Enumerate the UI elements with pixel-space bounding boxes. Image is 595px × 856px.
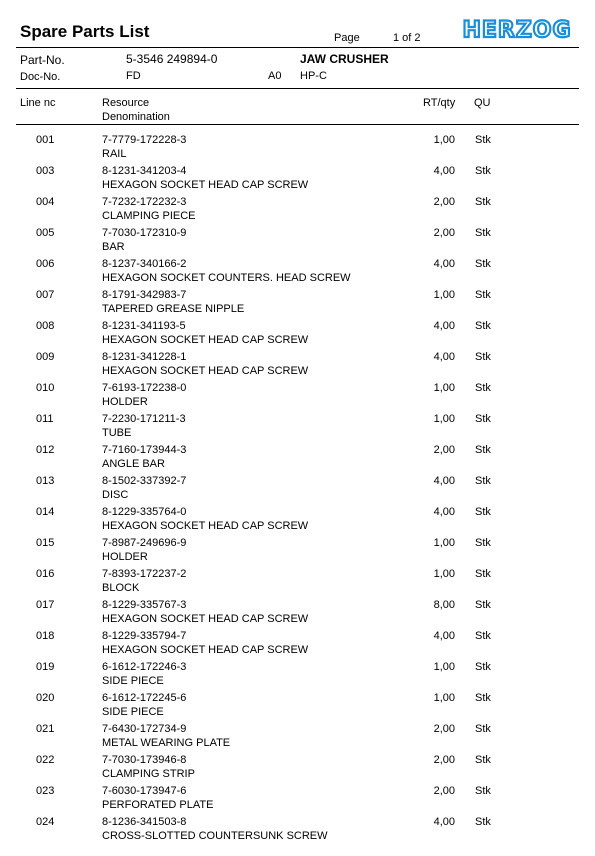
- table-row: [0, 351, 595, 382]
- quantity: 2,00: [433, 785, 455, 797]
- line-number: 010: [36, 382, 55, 394]
- quantity: 2,00: [433, 227, 455, 239]
- table-row: [0, 289, 595, 320]
- resource-number: 8-1502-337392-7: [102, 475, 187, 487]
- quantity-unit: Stk: [475, 630, 491, 642]
- table-row: [0, 227, 595, 258]
- table-row: [0, 630, 595, 661]
- resource-number: 7-7779-172228-3: [102, 134, 187, 146]
- col-header-qty: RT/qty: [423, 97, 456, 109]
- denomination: ANGLE BAR: [102, 458, 165, 470]
- doc-variant: HP-C: [300, 70, 327, 82]
- line-number: 014: [36, 506, 55, 518]
- denomination: HOLDER: [102, 396, 148, 408]
- col-header-resource: Resource: [102, 97, 150, 109]
- quantity: 2,00: [433, 444, 455, 456]
- denomination: TAPERED GREASE NIPPLE: [102, 303, 245, 315]
- line-number: 023: [36, 785, 55, 797]
- line-number: 008: [36, 320, 55, 332]
- quantity: 1,00: [433, 661, 455, 673]
- quantity-unit: Stk: [475, 165, 491, 177]
- quantity-unit: Stk: [475, 537, 491, 549]
- quantity-unit: Stk: [475, 506, 491, 518]
- resource-number: 7-7030-173946-8: [102, 754, 187, 766]
- table-row: [0, 506, 595, 537]
- doc-size: A0: [268, 70, 282, 82]
- resource-number: 7-2230-171211-3: [102, 413, 186, 425]
- col-header-line: Line nc: [20, 97, 56, 109]
- header-bottom-rule: [16, 88, 579, 89]
- quantity: 2,00: [433, 196, 455, 208]
- table-row: [0, 723, 595, 754]
- denomination: CLAMPING PIECE: [102, 210, 196, 222]
- resource-number: 7-7160-173944-3: [102, 444, 187, 456]
- col-header-unit: QU: [474, 97, 491, 109]
- denomination: BAR: [102, 241, 125, 253]
- document-title: Spare Parts List: [20, 22, 150, 41]
- line-number: 016: [36, 568, 55, 580]
- quantity: 1,00: [433, 537, 455, 549]
- quantity: 4,00: [433, 165, 455, 177]
- denomination: DISC: [102, 489, 129, 501]
- table-row: [0, 382, 595, 413]
- denomination: HEXAGON SOCKET HEAD CAP SCREW: [102, 644, 309, 656]
- quantity: 8,00: [433, 599, 455, 611]
- quantity-unit: Stk: [475, 413, 491, 425]
- doc-no-value: FD: [126, 70, 141, 82]
- resource-number: 8-1231-341193-5: [102, 320, 186, 332]
- quantity-unit: Stk: [475, 289, 491, 301]
- quantity-unit: Stk: [475, 475, 491, 487]
- denomination: SIDE PIECE: [102, 675, 164, 687]
- part-name: JAW CRUSHER: [300, 52, 389, 66]
- denomination: HEXAGON SOCKET HEAD CAP SCREW: [102, 365, 309, 377]
- line-number: 011: [36, 413, 54, 425]
- quantity-unit: Stk: [475, 320, 491, 332]
- quantity-unit: Stk: [475, 754, 491, 766]
- denomination: TUBE: [102, 427, 132, 439]
- column-header-rule: [16, 124, 579, 125]
- table-row: [0, 165, 595, 196]
- quantity: 1,00: [433, 413, 455, 425]
- denomination: HEXAGON SOCKET HEAD CAP SCREW: [102, 613, 309, 625]
- quantity: 4,00: [433, 816, 455, 828]
- denomination: METAL WEARING PLATE: [102, 737, 231, 749]
- line-number: 021: [36, 723, 55, 735]
- line-number: 017: [36, 599, 55, 611]
- resource-number: 8-1229-335767-3: [102, 599, 187, 611]
- resource-number: 6-1612-172246-3: [102, 661, 187, 673]
- resource-number: 8-1237-340166-2: [102, 258, 187, 270]
- table-row: [0, 568, 595, 599]
- resource-number: 8-1791-342983-7: [102, 289, 187, 301]
- denomination: HEXAGON SOCKET HEAD CAP SCREW: [102, 520, 309, 532]
- quantity-unit: Stk: [475, 568, 491, 580]
- resource-number: 8-1231-341228-1: [102, 351, 187, 363]
- quantity: 1,00: [433, 568, 455, 580]
- table-row: [0, 816, 595, 847]
- denomination: SIDE PIECE: [102, 706, 164, 718]
- quantity: 1,00: [433, 134, 455, 146]
- line-number: 007: [36, 289, 55, 301]
- table-row: [0, 692, 595, 723]
- quantity-unit: Stk: [475, 382, 491, 394]
- denomination: HOLDER: [102, 551, 148, 563]
- quantity-unit: Stk: [475, 692, 491, 704]
- table-row: [0, 320, 595, 351]
- quantity: 4,00: [433, 475, 455, 487]
- line-number: 019: [36, 661, 55, 673]
- denomination: BLOCK: [102, 582, 140, 594]
- quantity: 4,00: [433, 320, 455, 332]
- part-no-value: 5-3546 249894-0: [126, 52, 218, 66]
- quantity-unit: Stk: [475, 258, 491, 270]
- denomination: HEXAGON SOCKET HEAD CAP SCREW: [102, 334, 309, 346]
- resource-number: 8-1229-335764-0: [102, 506, 187, 518]
- herzog-logo: [455, 16, 579, 49]
- denomination: PERFORATED PLATE: [102, 799, 214, 811]
- denomination: RAIL: [102, 148, 127, 160]
- quantity: 2,00: [433, 754, 455, 766]
- quantity: 4,00: [433, 351, 455, 363]
- table-row: [0, 134, 595, 165]
- quantity: 4,00: [433, 630, 455, 642]
- quantity-unit: Stk: [475, 723, 491, 735]
- quantity-unit: Stk: [475, 785, 491, 797]
- line-number: 020: [36, 692, 55, 704]
- quantity-unit: Stk: [475, 599, 491, 611]
- denomination: HEXAGON SOCKET HEAD CAP SCREW: [102, 179, 309, 191]
- line-number: 024: [36, 816, 55, 828]
- table-row: [0, 537, 595, 568]
- line-number: 018: [36, 630, 55, 642]
- table-row: [0, 661, 595, 692]
- denomination: HEXAGON SOCKET COUNTERS. HEAD SCREW: [102, 272, 351, 284]
- table-row: [0, 444, 595, 475]
- quantity-unit: Stk: [475, 444, 491, 456]
- doc-no-label: Doc-No.: [20, 71, 61, 83]
- resource-number: 7-6030-173947-6: [102, 785, 187, 797]
- line-number: 001: [36, 134, 55, 146]
- col-header-denomination: Denomination: [102, 111, 170, 123]
- resource-number: 7-6193-172238-0: [102, 382, 187, 394]
- resource-number: 7-7030-172310-9: [102, 227, 187, 239]
- line-number: 006: [36, 258, 55, 270]
- line-number: 013: [36, 475, 55, 487]
- resource-number: 8-1236-341503-8: [102, 816, 187, 828]
- denomination: CROSS-SLOTTED COUNTERSUNK SCREW: [102, 830, 328, 842]
- part-no-label: Part-No.: [20, 53, 65, 67]
- table-row: [0, 258, 595, 289]
- quantity: 4,00: [433, 258, 455, 270]
- resource-number: 7-6430-172734-9: [102, 723, 187, 735]
- quantity: 2,00: [433, 723, 455, 735]
- svg-text:HERZOG: HERZOG: [462, 18, 572, 43]
- resource-number: 8-1229-335794-7: [102, 630, 187, 642]
- table-row: [0, 754, 595, 785]
- table-row: [0, 599, 595, 630]
- resource-number: 6-1612-172245-6: [102, 692, 187, 704]
- resource-number: 8-1231-341203-4: [102, 165, 187, 177]
- table-row: [0, 785, 595, 816]
- quantity-unit: Stk: [475, 816, 491, 828]
- quantity: 1,00: [433, 692, 455, 704]
- quantity-unit: Stk: [475, 661, 491, 673]
- quantity-unit: Stk: [475, 134, 491, 146]
- page-label: Page: [334, 32, 360, 44]
- quantity: 4,00: [433, 506, 455, 518]
- resource-number: 7-8393-172237-2: [102, 568, 187, 580]
- resource-number: 7-7232-172232-3: [102, 196, 187, 208]
- denomination: CLAMPING STRIP: [102, 768, 195, 780]
- line-number: 012: [36, 444, 55, 456]
- quantity-unit: Stk: [475, 351, 491, 363]
- resource-number: 7-8987-249696-9: [102, 537, 187, 549]
- table-row: [0, 475, 595, 506]
- line-number: 015: [36, 537, 55, 549]
- quantity-unit: Stk: [475, 196, 491, 208]
- quantity-unit: Stk: [475, 227, 491, 239]
- line-number: 022: [36, 754, 55, 766]
- quantity: 1,00: [433, 382, 455, 394]
- line-number: 004: [36, 196, 55, 208]
- quantity: 1,00: [433, 289, 455, 301]
- line-number: 009: [36, 351, 55, 363]
- table-row: [0, 413, 595, 444]
- line-number: 003: [36, 165, 55, 177]
- header-top-rule: [16, 47, 579, 48]
- page-number: 1 of 2: [393, 32, 421, 44]
- table-row: [0, 196, 595, 227]
- line-number: 005: [36, 227, 55, 239]
